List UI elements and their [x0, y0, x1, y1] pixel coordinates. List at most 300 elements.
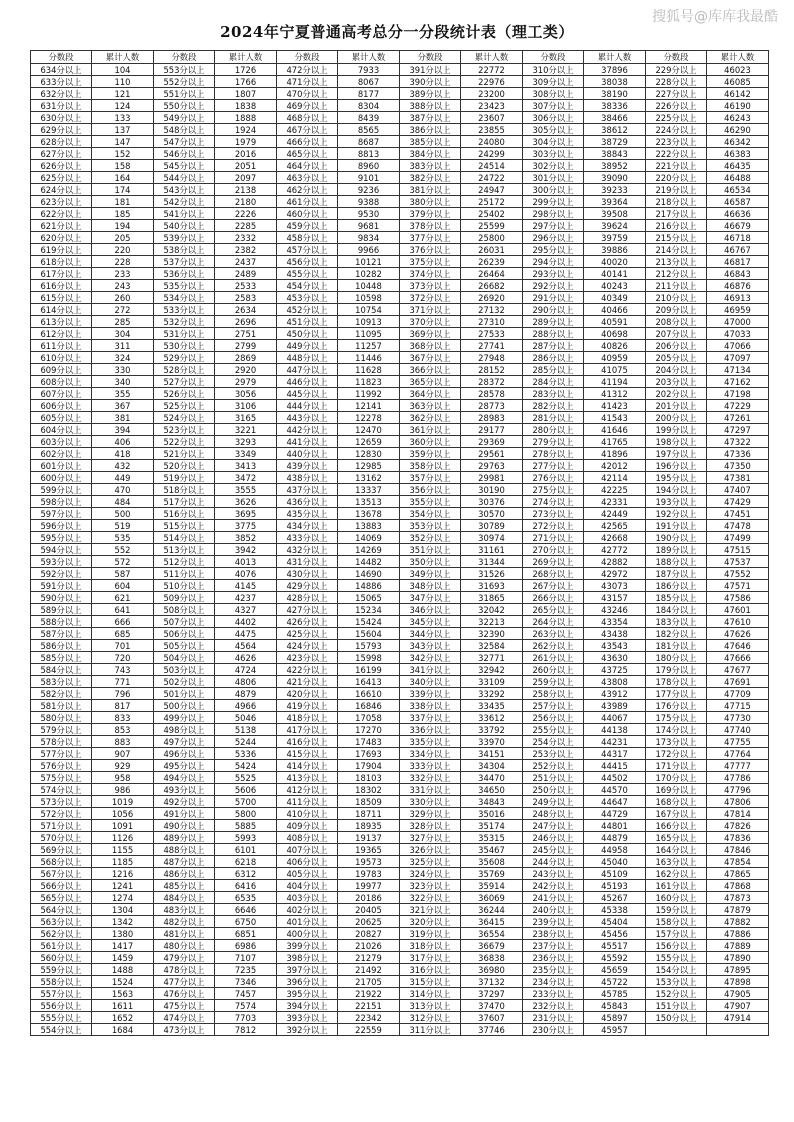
cumulative-count-cell: 20186: [338, 892, 400, 904]
score-range-cell: 361分以上: [400, 424, 461, 436]
cumulative-count-cell: 46959: [707, 304, 769, 316]
score-range-cell: 266分以上: [523, 592, 584, 604]
cumulative-count-cell: 45404: [584, 916, 646, 928]
score-range-cell: 163分以上: [646, 856, 707, 868]
score-range-cell: 459分以上: [277, 220, 338, 232]
score-range-cell: 339分以上: [400, 688, 461, 700]
score-range-cell: 364分以上: [400, 388, 461, 400]
score-range-cell: 500分以上: [154, 700, 215, 712]
cumulative-count-cell: 38612: [584, 124, 646, 136]
score-range-cell: 195分以上: [646, 472, 707, 484]
cumulative-count-cell: 3056: [215, 388, 277, 400]
score-range-cell: 286分以上: [523, 352, 584, 364]
score-range-cell: 445分以上: [277, 388, 338, 400]
cumulative-count-cell: 27310: [461, 316, 523, 328]
score-range-cell: 633分以上: [31, 76, 92, 88]
cumulative-count-cell: 45659: [584, 964, 646, 976]
score-range-cell: 391分以上: [400, 64, 461, 76]
cumulative-count-cell: 47914: [707, 1012, 769, 1024]
score-range-cell: 255分以上: [523, 724, 584, 736]
score-range-cell: 335分以上: [400, 736, 461, 748]
cumulative-count-cell: 23855: [461, 124, 523, 136]
cumulative-count-cell: 38843: [584, 148, 646, 160]
score-range-cell: 324分以上: [400, 868, 461, 880]
cumulative-count-cell: 1524: [92, 976, 154, 988]
score-range-cell: 178分以上: [646, 676, 707, 688]
cumulative-count-cell: 304: [92, 328, 154, 340]
score-range-cell: 371分以上: [400, 304, 461, 316]
table-row: [31, 1000, 769, 1012]
score-range-cell: 241分以上: [523, 892, 584, 904]
score-range-cell: 468分以上: [277, 112, 338, 124]
cumulative-count-cell: 641: [92, 604, 154, 616]
cumulative-count-cell: 47879: [707, 904, 769, 916]
table-row: [31, 400, 769, 412]
cumulative-count-cell: 470: [92, 484, 154, 496]
cumulative-count-cell: 46190: [707, 100, 769, 112]
score-range-cell: 346分以上: [400, 604, 461, 616]
cumulative-count-cell: 46817: [707, 256, 769, 268]
score-range-cell: 342分以上: [400, 652, 461, 664]
score-range-cell: 591分以上: [31, 580, 92, 592]
cumulative-count-cell: 2583: [215, 292, 277, 304]
score-range-cell: 179分以上: [646, 664, 707, 676]
score-range-cell: 612分以上: [31, 328, 92, 340]
cumulative-count-cell: 2180: [215, 196, 277, 208]
cumulative-count-cell: 37132: [461, 976, 523, 988]
table-row: [31, 268, 769, 280]
score-range-cell: 630分以上: [31, 112, 92, 124]
cumulative-count-cell: 6101: [215, 844, 277, 856]
score-range-cell: 548分以上: [154, 124, 215, 136]
cumulative-count-cell: 47000: [707, 316, 769, 328]
cumulative-count-cell: 418: [92, 448, 154, 460]
cumulative-count-cell: 181: [92, 196, 154, 208]
score-range-cell: 559分以上: [31, 964, 92, 976]
cumulative-count-cell: 33435: [461, 700, 523, 712]
score-range-cell: 193分以上: [646, 496, 707, 508]
score-range-cell: 362分以上: [400, 412, 461, 424]
cumulative-count-cell: 16610: [338, 688, 400, 700]
score-range-cell: 523分以上: [154, 424, 215, 436]
score-range-cell: 158分以上: [646, 916, 707, 928]
score-range-cell: 444分以上: [277, 400, 338, 412]
cumulative-count-cell: 38336: [584, 100, 646, 112]
table-row: [31, 760, 769, 772]
cumulative-count-cell: 174: [92, 184, 154, 196]
cumulative-count-cell: 587: [92, 568, 154, 580]
score-range-cell: 442分以上: [277, 424, 338, 436]
score-range-cell: 174分以上: [646, 724, 707, 736]
cumulative-count-cell: 39508: [584, 208, 646, 220]
cumulative-count-cell: 9236: [338, 184, 400, 196]
cumulative-count-cell: 39759: [584, 232, 646, 244]
score-range-cell: 577分以上: [31, 748, 92, 760]
cumulative-count-cell: 15234: [338, 604, 400, 616]
score-range-cell: 258分以上: [523, 688, 584, 700]
cumulative-count-cell: 46534: [707, 184, 769, 196]
cumulative-count-cell: 14269: [338, 544, 400, 556]
cumulative-count-cell: 1019: [92, 796, 154, 808]
cumulative-count-cell: 16199: [338, 664, 400, 676]
cumulative-count-cell: 28152: [461, 364, 523, 376]
score-range-cell: 232分以上: [523, 1000, 584, 1012]
cumulative-count-cell: 2979: [215, 376, 277, 388]
score-range-cell: 172分以上: [646, 748, 707, 760]
cumulative-count-cell: 5244: [215, 736, 277, 748]
cumulative-count-cell: 2489: [215, 268, 277, 280]
score-range-cell: 417分以上: [277, 724, 338, 736]
score-range-cell: 186分以上: [646, 580, 707, 592]
cumulative-count-cell: 47806: [707, 796, 769, 808]
score-range-cell: 547分以上: [154, 136, 215, 148]
score-range-cell: 319分以上: [400, 928, 461, 940]
cumulative-count-cell: 37746: [461, 1024, 523, 1036]
score-range-cell: 558分以上: [31, 976, 92, 988]
cumulative-count-cell: 27533: [461, 328, 523, 340]
cumulative-count-cell: 1274: [92, 892, 154, 904]
score-range-cell: 540分以上: [154, 220, 215, 232]
score-range-cell: 238分以上: [523, 928, 584, 940]
score-range-cell: 521分以上: [154, 448, 215, 460]
score-range-cell: 187分以上: [646, 568, 707, 580]
cumulative-count-cell: 3626: [215, 496, 277, 508]
cumulative-count-cell: 7812: [215, 1024, 277, 1036]
header-cumulative-count: 累计人数: [215, 51, 277, 64]
score-range-cell: 344分以上: [400, 628, 461, 640]
cumulative-count-cell: 47381: [707, 472, 769, 484]
score-range-cell: 631分以上: [31, 100, 92, 112]
score-range-cell: 360分以上: [400, 436, 461, 448]
score-range-cell: 560分以上: [31, 952, 92, 964]
cumulative-count-cell: 47571: [707, 580, 769, 592]
cumulative-count-cell: 37607: [461, 1012, 523, 1024]
score-range-cell: 221分以上: [646, 160, 707, 172]
cumulative-count-cell: 771: [92, 676, 154, 688]
score-range-cell: 220分以上: [646, 172, 707, 184]
cumulative-count-cell: 41896: [584, 448, 646, 460]
score-range-cell: 177分以上: [646, 688, 707, 700]
cumulative-count-cell: 26464: [461, 268, 523, 280]
cumulative-count-cell: 1056: [92, 808, 154, 820]
cumulative-count-cell: 272: [92, 304, 154, 316]
cumulative-count-cell: 13513: [338, 496, 400, 508]
cumulative-count-cell: 19783: [338, 868, 400, 880]
cumulative-count-cell: 47740: [707, 724, 769, 736]
cumulative-count-cell: 47646: [707, 640, 769, 652]
score-range-cell: 551分以上: [154, 88, 215, 100]
score-range-cell: [646, 1024, 707, 1036]
score-range-cell: 599分以上: [31, 484, 92, 496]
cumulative-count-cell: 47134: [707, 364, 769, 376]
score-range-cell: 215分以上: [646, 232, 707, 244]
score-range-cell: 278分以上: [523, 448, 584, 460]
score-range-cell: 414分以上: [277, 760, 338, 772]
score-range-cell: 526分以上: [154, 388, 215, 400]
cumulative-count-cell: 2332: [215, 232, 277, 244]
table-row: [31, 340, 769, 352]
score-range-cell: 431分以上: [277, 556, 338, 568]
score-range-cell: 456分以上: [277, 256, 338, 268]
cumulative-count-cell: 47786: [707, 772, 769, 784]
score-range-cell: 210分以上: [646, 292, 707, 304]
score-range-cell: 505分以上: [154, 640, 215, 652]
cumulative-count-cell: 432: [92, 460, 154, 472]
cumulative-count-cell: 37896: [584, 64, 646, 76]
score-range-cell: 253分以上: [523, 748, 584, 760]
score-range-cell: 568分以上: [31, 856, 92, 868]
score-range-cell: 479分以上: [154, 952, 215, 964]
score-range-cell: 619分以上: [31, 244, 92, 256]
cumulative-count-cell: 40466: [584, 304, 646, 316]
score-range-cell: 482分以上: [154, 916, 215, 928]
table-row: [31, 688, 769, 700]
table-row: [31, 220, 769, 232]
cumulative-count-cell: 43989: [584, 700, 646, 712]
cumulative-count-cell: 32942: [461, 664, 523, 676]
score-range-cell: 458分以上: [277, 232, 338, 244]
cumulative-count-cell: 34470: [461, 772, 523, 784]
score-range-cell: 369分以上: [400, 328, 461, 340]
score-range-cell: 332分以上: [400, 772, 461, 784]
cumulative-count-cell: 158: [92, 160, 154, 172]
table-row: [31, 448, 769, 460]
score-range-cell: 251分以上: [523, 772, 584, 784]
score-range-cell: 392分以上: [277, 1024, 338, 1036]
cumulative-count-cell: 46636: [707, 208, 769, 220]
score-range-cell: 446分以上: [277, 376, 338, 388]
score-range-cell: 201分以上: [646, 400, 707, 412]
cumulative-count-cell: 11628: [338, 364, 400, 376]
cumulative-count-cell: 21492: [338, 964, 400, 976]
cumulative-count-cell: 5885: [215, 820, 277, 832]
score-range-cell: 597分以上: [31, 508, 92, 520]
cumulative-count-cell: 22772: [461, 64, 523, 76]
cumulative-count-cell: 1611: [92, 1000, 154, 1012]
score-range-cell: 234分以上: [523, 976, 584, 988]
score-range-cell: 311分以上: [400, 1024, 461, 1036]
score-range-cell: 159分以上: [646, 904, 707, 916]
score-range-cell: 367分以上: [400, 352, 461, 364]
cumulative-count-cell: 4966: [215, 700, 277, 712]
cumulative-count-cell: 45592: [584, 952, 646, 964]
cumulative-count-cell: 47336: [707, 448, 769, 460]
score-range-cell: 331分以上: [400, 784, 461, 796]
cumulative-count-cell: 929: [92, 760, 154, 772]
score-range-cell: 489分以上: [154, 832, 215, 844]
table-row: [31, 472, 769, 484]
score-range-cell: 310分以上: [523, 64, 584, 76]
table-row: [31, 892, 769, 904]
score-range-cell: 418分以上: [277, 712, 338, 724]
score-range-cell: 303分以上: [523, 148, 584, 160]
score-range-cell: 601分以上: [31, 460, 92, 472]
score-range-cell: 606分以上: [31, 400, 92, 412]
score-range-cell: 173分以上: [646, 736, 707, 748]
score-range-cell: 357分以上: [400, 472, 461, 484]
score-range-cell: 313分以上: [400, 1000, 461, 1012]
table-header-row: [31, 51, 769, 64]
cumulative-count-cell: 10598: [338, 292, 400, 304]
score-range-cell: 176分以上: [646, 700, 707, 712]
score-range-cell: 528分以上: [154, 364, 215, 376]
cumulative-count-cell: 42565: [584, 520, 646, 532]
cumulative-count-cell: 7457: [215, 988, 277, 1000]
table-row: [31, 160, 769, 172]
score-range-cell: 453分以上: [277, 292, 338, 304]
score-range-cell: 208分以上: [646, 316, 707, 328]
cumulative-count-cell: 44647: [584, 796, 646, 808]
table-row: [31, 496, 769, 508]
cumulative-count-cell: 883: [92, 736, 154, 748]
score-range-cell: 262分以上: [523, 640, 584, 652]
score-range-cell: 627分以上: [31, 148, 92, 160]
cumulative-count-cell: 43157: [584, 592, 646, 604]
cumulative-count-cell: 32042: [461, 604, 523, 616]
cumulative-count-cell: 8177: [338, 88, 400, 100]
cumulative-count-cell: 3293: [215, 436, 277, 448]
score-range-cell: 587分以上: [31, 628, 92, 640]
table-row: [31, 1012, 769, 1024]
cumulative-count-cell: 47499: [707, 532, 769, 544]
score-range-cell: 194分以上: [646, 484, 707, 496]
score-range-cell: 579分以上: [31, 724, 92, 736]
score-range-cell: 550分以上: [154, 100, 215, 112]
cumulative-count-cell: 47890: [707, 952, 769, 964]
score-range-cell: 289分以上: [523, 316, 584, 328]
cumulative-count-cell: 42972: [584, 568, 646, 580]
score-range-cell: 398分以上: [277, 952, 338, 964]
score-range-cell: 300分以上: [523, 184, 584, 196]
score-table: [30, 50, 769, 1036]
score-range-cell: 184分以上: [646, 604, 707, 616]
cumulative-count-cell: 18935: [338, 820, 400, 832]
score-range-cell: 616分以上: [31, 280, 92, 292]
score-range-cell: 245分以上: [523, 844, 584, 856]
score-range-cell: 596分以上: [31, 520, 92, 532]
score-range-cell: 467分以上: [277, 124, 338, 136]
cumulative-count-cell: 34304: [461, 760, 523, 772]
cumulative-count-cell: 40591: [584, 316, 646, 328]
cumulative-count-cell: 330: [92, 364, 154, 376]
score-range-cell: 320分以上: [400, 916, 461, 928]
score-range-cell: 381分以上: [400, 184, 461, 196]
cumulative-count-cell: 355: [92, 388, 154, 400]
score-range-cell: 175分以上: [646, 712, 707, 724]
score-range-cell: 247分以上: [523, 820, 584, 832]
score-range-cell: 410分以上: [277, 808, 338, 820]
score-range-cell: 535分以上: [154, 280, 215, 292]
score-range-cell: 351分以上: [400, 544, 461, 556]
cumulative-count-cell: 41075: [584, 364, 646, 376]
score-range-cell: 492分以上: [154, 796, 215, 808]
score-range-cell: 609分以上: [31, 364, 92, 376]
cumulative-count-cell: 986: [92, 784, 154, 796]
score-range-cell: 513分以上: [154, 544, 215, 556]
score-range-cell: 539分以上: [154, 232, 215, 244]
score-range-cell: 524分以上: [154, 412, 215, 424]
score-range-cell: 271分以上: [523, 532, 584, 544]
cumulative-count-cell: 133: [92, 112, 154, 124]
score-range-cell: 436分以上: [277, 496, 338, 508]
table-row: [31, 652, 769, 664]
cumulative-count-cell: 4076: [215, 568, 277, 580]
cumulative-count-cell: 44231: [584, 736, 646, 748]
score-range-cell: 509分以上: [154, 592, 215, 604]
score-range-cell: 510分以上: [154, 580, 215, 592]
cumulative-count-cell: 1488: [92, 964, 154, 976]
table-row: [31, 784, 769, 796]
cumulative-count-cell: 104: [92, 64, 154, 76]
table-row: [31, 736, 769, 748]
score-range-cell: 593分以上: [31, 556, 92, 568]
cumulative-count-cell: 1726: [215, 64, 277, 76]
table-row: [31, 928, 769, 940]
score-range-cell: 443分以上: [277, 412, 338, 424]
score-range-cell: 429分以上: [277, 580, 338, 592]
table-row: [31, 964, 769, 976]
cumulative-count-cell: 47322: [707, 436, 769, 448]
score-range-cell: 325分以上: [400, 856, 461, 868]
score-range-cell: 412分以上: [277, 784, 338, 796]
cumulative-count-cell: 17693: [338, 748, 400, 760]
cumulative-count-cell: 45193: [584, 880, 646, 892]
cumulative-count-cell: 44879: [584, 832, 646, 844]
score-range-cell: 393分以上: [277, 1012, 338, 1024]
score-range-cell: 493分以上: [154, 784, 215, 796]
score-range-cell: 518分以上: [154, 484, 215, 496]
cumulative-count-cell: 42882: [584, 556, 646, 568]
score-range-cell: 279分以上: [523, 436, 584, 448]
score-range-cell: 486分以上: [154, 868, 215, 880]
cumulative-count-cell: 324: [92, 352, 154, 364]
cumulative-count-cell: 36838: [461, 952, 523, 964]
score-range-cell: 575分以上: [31, 772, 92, 784]
cumulative-count-cell: 25800: [461, 232, 523, 244]
table-row: [31, 748, 769, 760]
cumulative-count-cell: 46767: [707, 244, 769, 256]
score-range-cell: 230分以上: [523, 1024, 584, 1036]
cumulative-count-cell: 10121: [338, 256, 400, 268]
table-row: [31, 364, 769, 376]
table-row: [31, 424, 769, 436]
cumulative-count-cell: 3165: [215, 412, 277, 424]
cumulative-count-cell: 24722: [461, 172, 523, 184]
cumulative-count-cell: 36069: [461, 892, 523, 904]
cumulative-count-cell: 47097: [707, 352, 769, 364]
score-range-cell: 537分以上: [154, 256, 215, 268]
cumulative-count-cell: 449: [92, 472, 154, 484]
score-range-cell: 297分以上: [523, 220, 584, 232]
cumulative-count-cell: 1924: [215, 124, 277, 136]
score-range-cell: 233分以上: [523, 988, 584, 1000]
cumulative-count-cell: 32213: [461, 616, 523, 628]
cumulative-count-cell: 7574: [215, 1000, 277, 1012]
score-range-cell: 542分以上: [154, 196, 215, 208]
score-range-cell: 261分以上: [523, 652, 584, 664]
score-range-cell: 170分以上: [646, 772, 707, 784]
cumulative-count-cell: 621: [92, 592, 154, 604]
cumulative-count-cell: 38466: [584, 112, 646, 124]
score-range-cell: 517分以上: [154, 496, 215, 508]
cumulative-count-cell: 147: [92, 136, 154, 148]
cumulative-count-cell: 11446: [338, 352, 400, 364]
table-row: [31, 856, 769, 868]
cumulative-count-cell: 40959: [584, 352, 646, 364]
header-cumulative-count: 累计人数: [92, 51, 154, 64]
cumulative-count-cell: 47854: [707, 856, 769, 868]
score-range-cell: 598分以上: [31, 496, 92, 508]
